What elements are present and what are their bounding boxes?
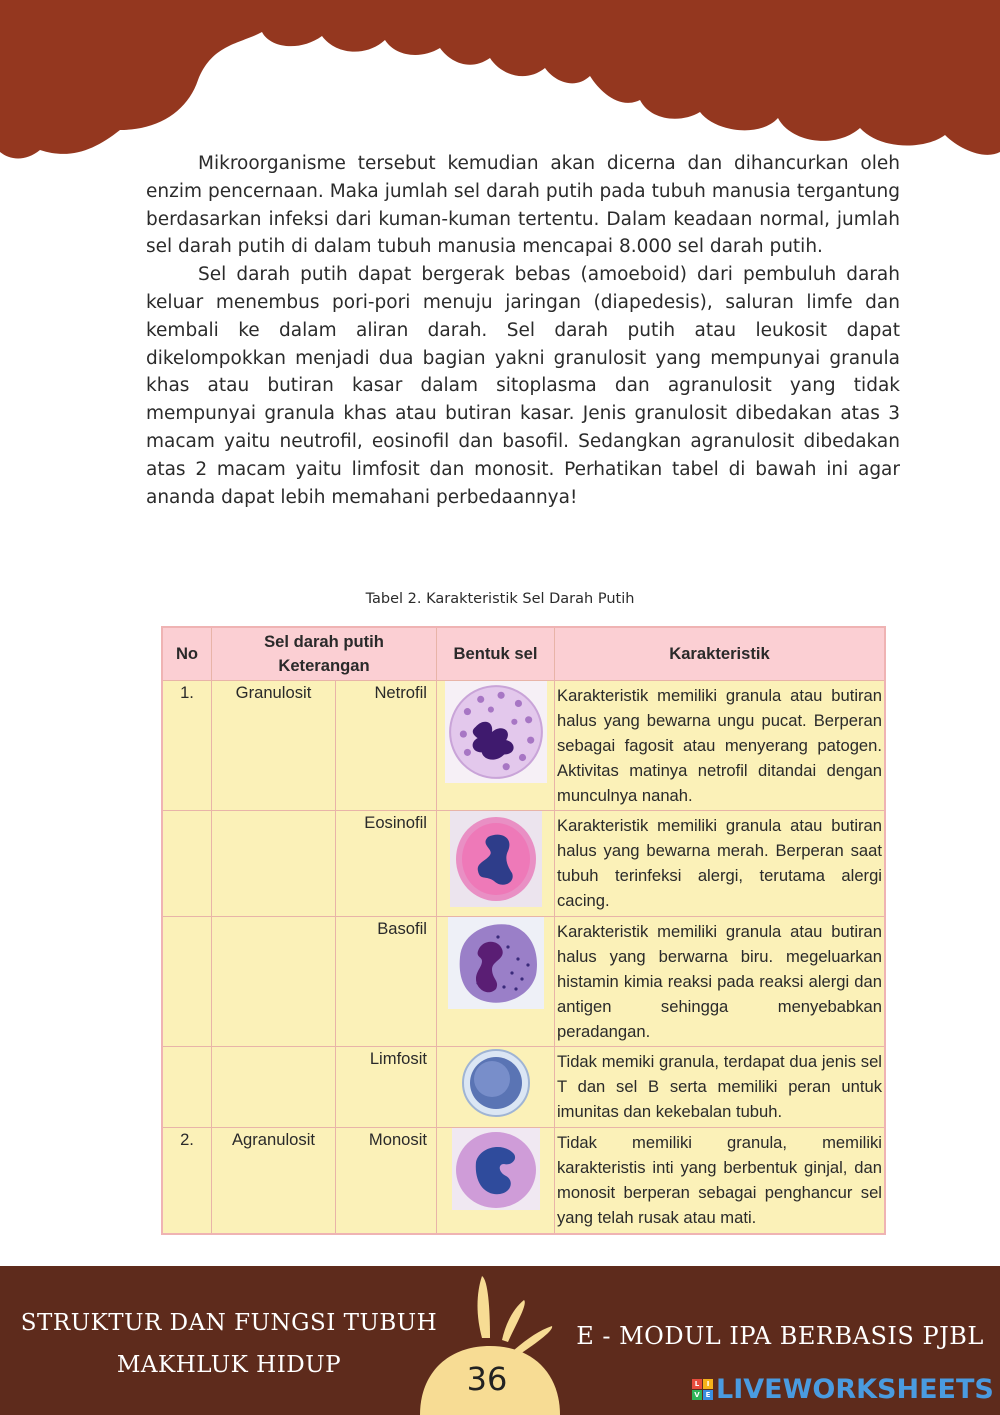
table-caption: Tabel 2. Karakteristik Sel Darah Putih [365, 591, 635, 607]
paragraph-1: Mikroorganisme tersebut kemudian akan dicerna dan dihancurkan oleh enzim pencernaan. Maka jumlah sel darah putih pada tubuh manusia tergantung berdasarkan infeksi dari kuman-kuman tertentu. Dalam keadaan normal, jumlah sel darah putih di dalam tubuh manusia mencapai 8.000 sel darah putih. [146, 153, 900, 258]
footer-module-subject [0, 1302, 458, 1386]
top-cloud-decoration [0, 0, 1000, 170]
liveworksheets-logo-icon: L I V E [692, 1379, 713, 1400]
header-cell-type [212, 627, 437, 681]
row-number [162, 1047, 212, 1128]
header-group-line1: Sel darah putih [264, 632, 384, 651]
eosinophil-cell-icon [450, 811, 542, 907]
row-cell-image [437, 811, 555, 917]
row-cell-type: Limfosit [336, 1047, 437, 1128]
footer-module-title: E - MODUL IPA BERBASIS PJBL [576, 1322, 984, 1350]
table-row [162, 811, 885, 917]
table-row [162, 681, 885, 811]
row-cell-image [437, 681, 555, 811]
table-header-row [162, 627, 885, 681]
row-cell-type: Monosit [336, 1128, 437, 1234]
row-cell-type: Eosinofil [336, 811, 437, 917]
row-number: 2. [162, 1128, 212, 1234]
header-characteristic: Karakteristik [555, 627, 886, 681]
row-cell-image [437, 917, 555, 1047]
row-number: 1. [162, 681, 212, 811]
row-cell-type: Netrofil [336, 681, 437, 811]
liveworksheets-watermark [692, 1374, 994, 1404]
row-cell-image [437, 1047, 555, 1128]
paragraph-2: Sel darah putih dapat bergerak bebas (amoeboid) dari pembuluh darah keluar menembus pori-pori menuju jaringan (diapedesis), saluran limfe dan kembali ke dalam aliran darah. Sel darah putih atau leukosit dapat dikelompokkan menjadi dua bagian yakni granulosit yang mempunyai granula khas atau butiran kasar dalam sitoplasma dan agranulosit yang tidak mempunyai granula khas atau butiran kasar. Jenis granulosit dibedakan atas 3 macam yaitu neutrofil, eosinofil dan basofil. Sedangkan agranulosit dibedakan atas 2 macam yaitu limfosit dan monosit. Perhatikan tabel di bawah ini agar ananda dapat lebih memahani perbedaannya! [146, 264, 900, 508]
row-group: Granulosit [212, 681, 336, 811]
watermark-text: LIVEWORKSHEETS [716, 1373, 994, 1405]
row-number [162, 811, 212, 917]
neutrophil-cell-icon [445, 681, 547, 783]
row-number [162, 917, 212, 1047]
footer-subject-line2: MAKHLUK HIDUP [116, 1352, 342, 1378]
row-group [212, 917, 336, 1047]
footer-subject-line1: STRUKTUR DAN FUNGSI TUBUH [20, 1310, 438, 1336]
table-row [162, 917, 885, 1047]
monocyte-cell-icon [452, 1128, 540, 1210]
table-row [162, 1128, 885, 1234]
header-group-line2: Keterangan [278, 656, 370, 675]
row-group [212, 1047, 336, 1128]
header-no: No [162, 627, 212, 681]
row-description: Karakteristik memiliki granula atau butiran halus yang bewarna merah. Berperan saat tubuh terinfeksi alergi, terutama alergi cacing. [555, 811, 886, 917]
row-description: Karakteristik memiliki granula atau butiran halus yang bewarna ungu pucat. Berperan sebagai fagosit atau menyerang patogen. Aktivitas matinya netrofil ditandai dengan munculnya nanah. [555, 681, 886, 811]
row-cell-type: Basofil [336, 917, 437, 1047]
row-group: Agranulosit [212, 1128, 336, 1234]
header-shape: Bentuk sel [437, 627, 555, 681]
row-group [212, 811, 336, 917]
body-text [146, 150, 900, 511]
row-cell-image [437, 1128, 555, 1234]
row-description: Tidak memiliki granula, memiliki karakteristis inti yang berbentuk ginjal, dan monosit berperan sebagai penghancur sel yang telah rusak atau mati. [555, 1128, 886, 1234]
row-description: Tidak memiki granula, terdapat dua jenis sel T dan sel B serta memiliki peran untuk imunitas dan kekebalan tubuh. [555, 1047, 886, 1128]
basophil-cell-icon [448, 917, 544, 1009]
white-blood-cell-table [161, 626, 886, 1235]
page-number: 36 [466, 1360, 508, 1398]
lymphocyte-cell-icon [460, 1047, 532, 1119]
table-row [162, 1047, 885, 1128]
row-description: Karakteristik memiliki granula atau butiran halus yang berwarna biru. megeluarkan histamin kimia reaksi pada reaksi alergi dan antigen sehingga menyebabkan peradangan. [555, 917, 886, 1047]
